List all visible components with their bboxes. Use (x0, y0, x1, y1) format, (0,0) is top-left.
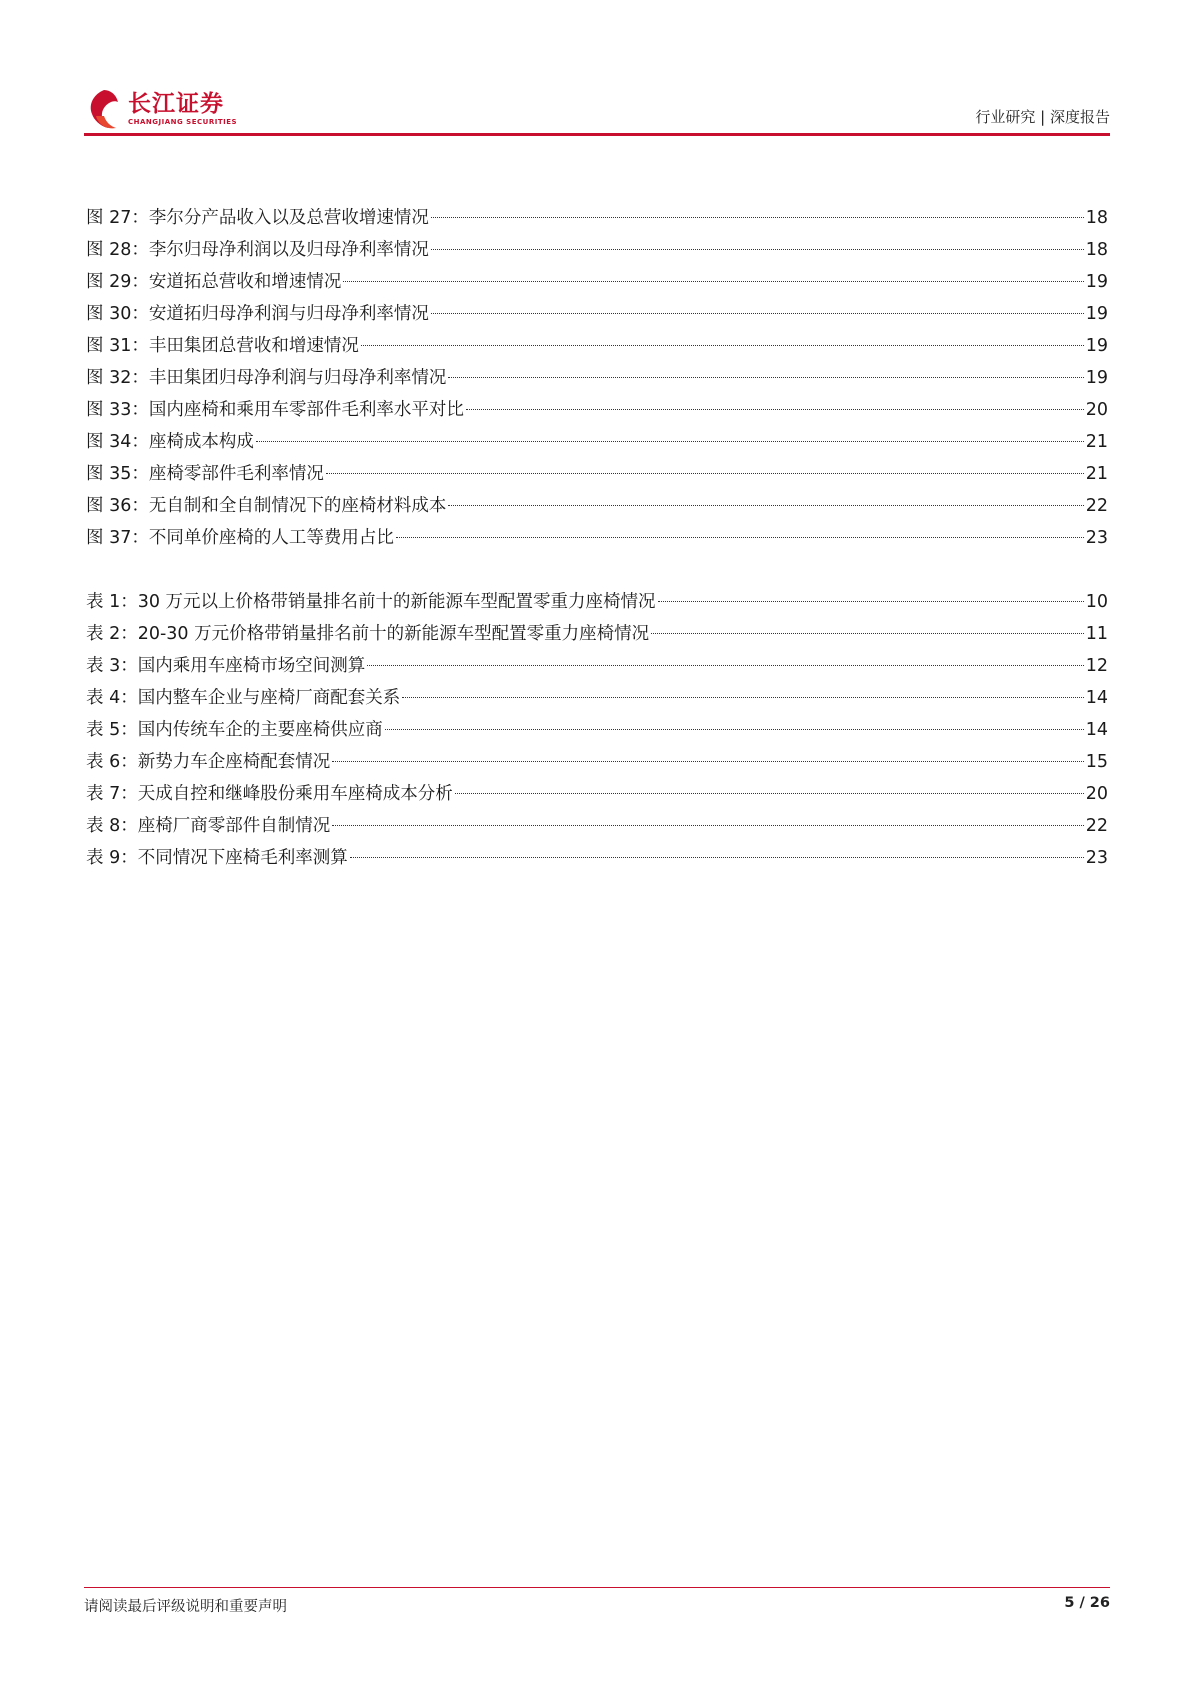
figure-entry-label: 图 37：不同单价座椅的人工等费用占比 (86, 528, 394, 548)
company-logo (84, 86, 237, 132)
figure-entry[interactable] (86, 298, 1108, 330)
dot-leader (396, 537, 1084, 538)
table-entry-page-number: 23 (1085, 848, 1108, 868)
figure-entry[interactable] (86, 266, 1108, 298)
changjiang-logo-icon (84, 86, 124, 132)
figure-entry-page-number: 18 (1085, 208, 1108, 228)
table-entry-label: 表 3：国内乘用车座椅市场空间测算 (86, 656, 366, 676)
dot-leader (431, 313, 1084, 314)
table-entry[interactable] (86, 842, 1108, 874)
figure-entry[interactable] (86, 426, 1108, 458)
table-entry-label: 表 9：不同情况下座椅毛利率测算 (86, 848, 348, 868)
table-entry-label: 表 7：天成自控和继峰股份乘用车座椅成本分析 (86, 784, 453, 804)
dot-leader (385, 729, 1084, 730)
dot-leader (343, 281, 1083, 282)
table-entry-page-number: 12 (1085, 656, 1108, 676)
table-entry[interactable] (86, 746, 1108, 778)
figure-list (86, 202, 1108, 554)
figure-entry-label: 图 30：安道拓归母净利润与归母净利率情况 (86, 304, 429, 324)
table-entry[interactable] (86, 650, 1108, 682)
figure-entry-page-number: 19 (1085, 272, 1108, 292)
table-entry[interactable] (86, 810, 1108, 842)
dot-leader (651, 633, 1084, 634)
table-entry-label: 表 5：国内传统车企的主要座椅供应商 (86, 720, 383, 740)
dot-leader (448, 505, 1083, 506)
table-entry-label: 表 4：国内整车企业与座椅厂商配套关系 (86, 688, 401, 708)
figure-entry-page-number: 19 (1085, 304, 1108, 324)
table-entry[interactable] (86, 778, 1108, 810)
figure-entry[interactable] (86, 394, 1108, 426)
dot-leader (350, 857, 1084, 858)
dot-leader (361, 345, 1084, 346)
figure-entry-page-number: 22 (1085, 496, 1108, 516)
figure-entry-page-number: 21 (1085, 464, 1108, 484)
table-entry[interactable] (86, 682, 1108, 714)
footer-divider (84, 1587, 1110, 1588)
dot-leader (326, 473, 1084, 474)
figure-entry[interactable] (86, 522, 1108, 554)
report-category: 行业研究 | 深度报告 (975, 108, 1110, 126)
page-header (84, 80, 1110, 136)
dot-leader (658, 601, 1084, 602)
table-entry-page-number: 15 (1085, 752, 1108, 772)
table-entry-page-number: 14 (1085, 688, 1108, 708)
table-entry[interactable] (86, 714, 1108, 746)
disclaimer-note: 请阅读最后评级说明和重要声明 (84, 1599, 287, 1615)
figure-entry-page-number: 19 (1085, 336, 1108, 356)
table-entry-label: 表 2：20-30 万元价格带销量排名前十的新能源车型配置零重力座椅情况 (86, 624, 650, 644)
figure-entry-label: 图 33：国内座椅和乘用车零部件毛利率水平对比 (86, 400, 464, 420)
logo-chinese-name: 长江证券 (128, 91, 224, 117)
figure-entry-label: 图 34：座椅成本构成 (86, 432, 254, 452)
figure-entry[interactable] (86, 330, 1108, 362)
logo-english-name: CHANGJIANG SECURITIES (128, 118, 238, 126)
figure-entry-page-number: 21 (1085, 432, 1108, 452)
figure-entry-page-number: 18 (1085, 240, 1108, 260)
figure-entry[interactable] (86, 490, 1108, 522)
figure-entry[interactable] (86, 458, 1108, 490)
figure-entry-page-number: 23 (1085, 528, 1108, 548)
figure-entry[interactable] (86, 202, 1108, 234)
table-entry-page-number: 11 (1085, 624, 1108, 644)
header-divider (84, 133, 1110, 136)
dot-leader (466, 409, 1084, 410)
table-list (86, 586, 1108, 874)
table-entry-page-number: 10 (1085, 592, 1108, 612)
figure-entry-label: 图 28：李尔归母净利润以及归母净利率情况 (86, 240, 429, 260)
dot-leader (367, 665, 1084, 666)
dot-leader (332, 825, 1084, 826)
figure-entry-page-number: 19 (1085, 368, 1108, 388)
figure-entry-label: 图 29：安道拓总营收和增速情况 (86, 272, 342, 292)
dot-leader (332, 761, 1084, 762)
table-entry-page-number: 14 (1085, 720, 1108, 740)
dot-leader (256, 441, 1084, 442)
dot-leader (431, 249, 1084, 250)
dot-leader (448, 377, 1083, 378)
figure-entry-label: 图 36：无自制和全自制情况下的座椅材料成本 (86, 496, 447, 516)
table-entry-page-number: 22 (1085, 816, 1108, 836)
table-entry-label: 表 8：座椅厂商零部件自制情况 (86, 816, 331, 836)
table-entry[interactable] (86, 586, 1108, 618)
table-entry-label: 表 1：30 万元以上价格带销量排名前十的新能源车型配置零重力座椅情况 (86, 592, 656, 612)
table-entry[interactable] (86, 618, 1108, 650)
figure-entry-label: 图 27：李尔分产品收入以及总营收增速情况 (86, 208, 429, 228)
table-entry-page-number: 20 (1085, 784, 1108, 804)
figure-entry-label: 图 32：丰田集团归母净利润与归母净利率情况 (86, 368, 447, 388)
figure-entry-page-number: 20 (1085, 400, 1108, 420)
dot-leader (431, 217, 1084, 218)
dot-leader (402, 697, 1084, 698)
figure-entry[interactable] (86, 362, 1108, 394)
figure-entry-label: 图 31：丰田集团总营收和增速情况 (86, 336, 359, 356)
dot-leader (455, 793, 1084, 794)
table-entry-label: 表 6：新势力车企座椅配套情况 (86, 752, 331, 772)
page-number: 5 / 26 (1064, 1595, 1110, 1611)
figure-entry[interactable] (86, 234, 1108, 266)
figure-entry-label: 图 35：座椅零部件毛利率情况 (86, 464, 324, 484)
